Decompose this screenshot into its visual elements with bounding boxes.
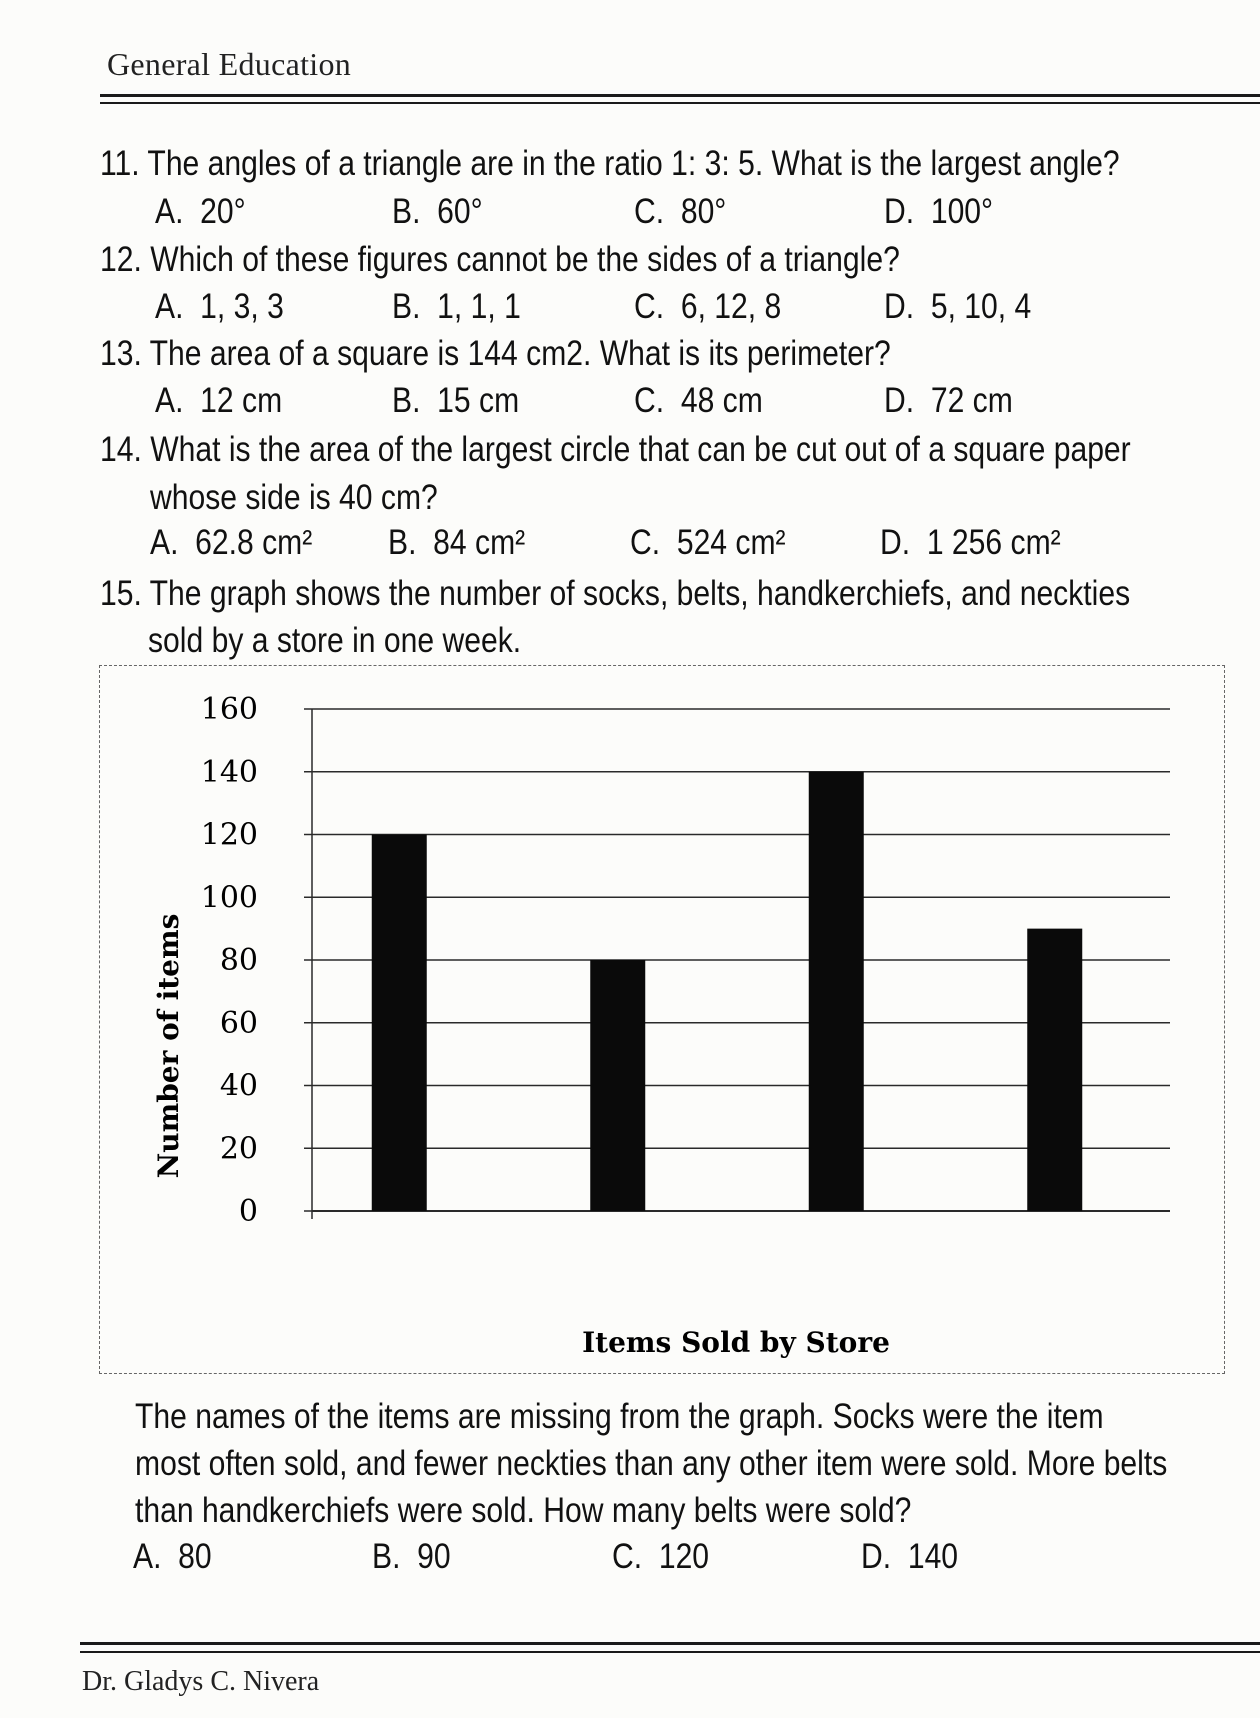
chart-y-ticks xyxy=(201,692,258,1229)
option-value: 6, 12, 8 xyxy=(680,287,782,326)
bar-4 xyxy=(1027,929,1082,1211)
option-letter: C. xyxy=(634,192,665,231)
option-value: 12 cm xyxy=(200,381,283,420)
question-14 xyxy=(100,426,1131,473)
question-number: 12. xyxy=(100,240,142,279)
option-value: 60° xyxy=(437,192,483,231)
option-letter: B. xyxy=(388,523,417,562)
option-11b xyxy=(392,192,483,232)
bar-2 xyxy=(590,960,645,1211)
bar-1 xyxy=(372,835,427,1212)
question-number: 13. xyxy=(100,334,142,373)
option-value: 62.8 cm² xyxy=(195,523,313,562)
option-value: 120 xyxy=(658,1537,710,1576)
option-letter: A. xyxy=(155,192,184,231)
y-tick-label: 0 xyxy=(238,1194,258,1229)
option-value: 15 cm xyxy=(437,381,520,420)
option-value: 72 cm xyxy=(930,381,1013,420)
question-14-line2 xyxy=(150,474,438,521)
option-letter: A. xyxy=(150,523,179,562)
question-number: 15. xyxy=(100,574,142,613)
header-rule-thin xyxy=(100,102,1260,104)
option-letter: D. xyxy=(884,192,915,231)
option-value: 524 cm² xyxy=(676,523,786,562)
question-15-para-line2: most often sold, and fewer neckties than any other item were sold. More belts xyxy=(135,1444,1168,1483)
question-text-line1: What is the area of the largest circle that can be cut out of a square paper xyxy=(150,430,1131,469)
y-tick-label: 140 xyxy=(200,754,258,790)
chart-bars xyxy=(372,772,1083,1211)
option-letter: C. xyxy=(630,523,661,562)
bar-chart-frame xyxy=(99,665,1225,1374)
option-value: 90 xyxy=(417,1537,451,1576)
y-tick-label: 160 xyxy=(200,692,258,727)
option-value: 20° xyxy=(200,192,246,231)
question-13 xyxy=(100,330,891,377)
option-11c xyxy=(634,192,726,232)
option-12b xyxy=(392,287,521,327)
option-value: 84 cm² xyxy=(433,523,526,562)
page-header: General Education xyxy=(107,46,352,82)
option-13d xyxy=(884,381,1013,421)
option-letter: B. xyxy=(392,287,421,326)
option-letter: B. xyxy=(372,1537,401,1576)
question-text-line2: sold by a store in one week. xyxy=(148,621,522,660)
option-letter: A. xyxy=(133,1537,162,1576)
option-letter: D. xyxy=(880,523,911,562)
option-12d xyxy=(884,287,1031,327)
question-text-line1: The graph shows the number of socks, belts, handkerchiefs, and neckties xyxy=(149,574,1131,613)
question-text: Which of these figures cannot be the sides of a triangle? xyxy=(150,240,900,279)
option-13b xyxy=(392,381,519,421)
y-tick-label: 40 xyxy=(219,1068,258,1104)
option-letter: C. xyxy=(634,381,665,420)
y-tick-label: 120 xyxy=(200,817,258,853)
option-value: 80 xyxy=(178,1537,212,1576)
option-12c xyxy=(634,287,781,327)
option-letter: D. xyxy=(861,1537,892,1576)
y-tick-label: 80 xyxy=(219,943,258,978)
bar-chart xyxy=(100,666,1224,1373)
option-15d xyxy=(861,1537,958,1577)
question-number: 11. xyxy=(100,144,140,183)
option-13c xyxy=(634,381,763,421)
option-13a xyxy=(155,381,282,421)
option-14b xyxy=(388,523,525,563)
question-text: The angles of a triangle are in the ratio 1: 3: 5. What is the largest angle? xyxy=(147,144,1120,183)
question-15-line2 xyxy=(148,617,521,664)
question-15 xyxy=(100,570,1130,617)
option-12a xyxy=(155,287,284,327)
bar-3 xyxy=(809,772,864,1211)
option-11d xyxy=(884,192,993,232)
option-15a xyxy=(133,1537,212,1577)
header-rule xyxy=(100,94,1260,97)
option-value: 1, 1, 1 xyxy=(437,287,521,326)
option-value: 5, 10, 4 xyxy=(930,287,1032,326)
option-15c xyxy=(612,1537,709,1577)
option-letter: D. xyxy=(884,381,915,420)
option-letter: C. xyxy=(612,1537,643,1576)
footer-rule-thin xyxy=(80,1651,1260,1653)
question-text-line2: whose side is 40 cm? xyxy=(150,478,438,517)
question-11 xyxy=(100,140,1120,187)
option-15b xyxy=(372,1537,451,1577)
option-letter: B. xyxy=(392,381,421,420)
option-value: 80° xyxy=(680,192,727,231)
option-letter: D. xyxy=(884,287,915,326)
option-letter: C. xyxy=(634,287,665,326)
option-14d xyxy=(880,523,1061,563)
option-value: 1 256 cm² xyxy=(926,523,1061,562)
option-value: 140 xyxy=(907,1537,959,1576)
footer-rule xyxy=(80,1642,1260,1645)
option-value: 48 cm xyxy=(680,381,763,420)
option-11a xyxy=(155,192,246,232)
chart-x-axis-label: Items Sold by Store xyxy=(582,1326,890,1359)
page-footer: Dr. Gladys C. Nivera xyxy=(82,1666,320,1697)
option-14c xyxy=(630,523,786,563)
question-12 xyxy=(100,236,900,283)
option-14a xyxy=(150,523,312,563)
option-value: 100° xyxy=(930,192,994,231)
question-text: The area of a square is 144 cm2. What is its perimeter? xyxy=(149,334,891,373)
option-letter: B. xyxy=(392,192,421,231)
y-tick-label: 100 xyxy=(200,880,258,916)
question-number: 14. xyxy=(100,430,142,469)
chart-y-axis-label: Number of items xyxy=(152,913,185,1179)
question-15-para-line1: The names of the items are missing from the graph. Socks were the item xyxy=(135,1397,1104,1436)
option-letter: A. xyxy=(155,381,184,420)
option-value: 1, 3, 3 xyxy=(200,287,284,326)
y-tick-label: 60 xyxy=(219,1005,258,1041)
question-15-para-line3: than handkerchiefs were sold. How many belts were sold? xyxy=(135,1491,912,1530)
y-tick-label: 20 xyxy=(219,1131,258,1167)
option-letter: A. xyxy=(155,287,184,326)
